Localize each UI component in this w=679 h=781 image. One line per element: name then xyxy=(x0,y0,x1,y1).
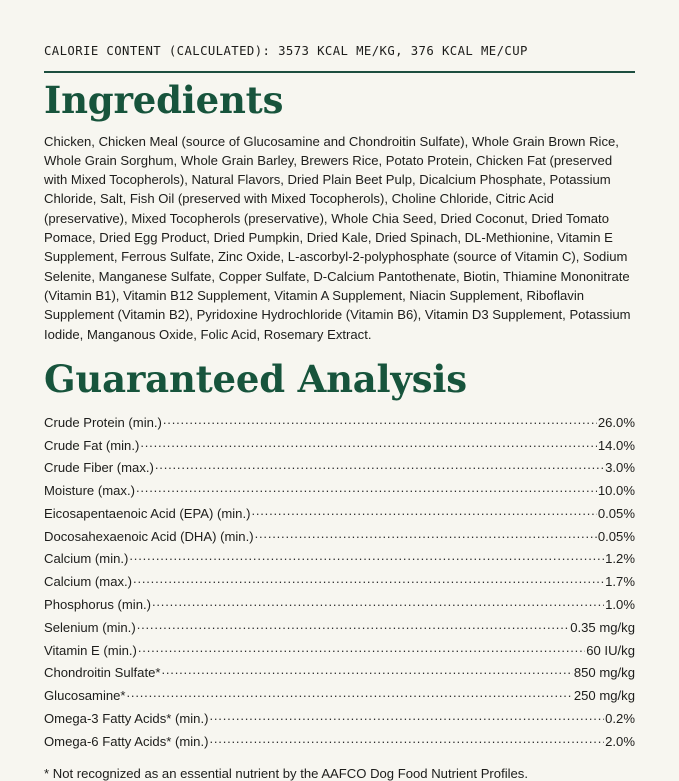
analysis-row xyxy=(44,729,635,752)
analysis-row xyxy=(44,433,635,456)
leader-dots xyxy=(152,596,604,609)
analysis-row xyxy=(44,615,635,638)
leader-dots xyxy=(136,482,597,495)
analysis-value: 0.35 mg/kg xyxy=(570,619,635,635)
analysis-row xyxy=(44,707,635,730)
analysis-row xyxy=(44,501,635,524)
analysis-value: 250 mg/kg xyxy=(573,688,635,704)
analysis-value: 0.05% xyxy=(597,528,635,544)
analysis-value: 1.2% xyxy=(605,551,635,567)
guaranteed-analysis-list xyxy=(44,410,635,752)
leader-dots xyxy=(133,573,604,586)
analysis-label: Vitamin E (min.) xyxy=(44,642,137,658)
analysis-value: 3.0% xyxy=(605,460,635,476)
analysis-value: 10.0% xyxy=(597,483,635,499)
analysis-value: 0.2% xyxy=(605,710,635,726)
analysis-label: Omega-6 Fatty Acids* (min.) xyxy=(44,733,209,749)
analysis-row xyxy=(44,593,635,616)
analysis-label: Docosahexaenoic Acid (DHA) (min.) xyxy=(44,528,254,544)
ingredients-body: Chicken, Chicken Meal (source of Glucosamine and Chondroitin Sulfate), Whole Grain Brown Rice, Whole Grain Sorghum, Whole Grain Barley, Brewers Rice, Potato Protein, Chicken Fat (preserved with Mixed Tocopherols), Natural Flavors, Dried Plain Beet Pulp, Dicalcium Phosphate, Potassium Chloride, Salt, Fish Oil (preserved with Mixed Tocopherols), Choline Chloride, Citric Acid (preservative), Mixed Tocopherols (preservative), Whole Chia Seed, Dried Coconut, Dried Tomato Pomace, Dried Egg Product, Dried Pumpkin, Dried Kale, Dried Spinach, DL-Methionine, Vitamin E Supplement, Ferrous Sulfate, Zinc Oxide, L-ascorbyl-2-polyphosphate (source of Vitamin C), Sodium Selenite, Manganese Sulfate, Copper Sulfate, D-Calcium Pantothenate, Biotin, Thiamine Mononitrate (Vitamin B1), Vitamin B12 Supplement, Vitamin A Supplement, Niacin Supplement, Riboflavin Supplement (Vitamin B2), Pyridoxine Hydrochloride (Vitamin B6), Vitamin D3 Supplement, Potassium Iodide, Manganous Oxide, Folic Acid, Rosemary Extract. xyxy=(44,133,631,342)
analysis-label: Crude Protein (min.) xyxy=(44,414,162,430)
analysis-label: Glucosamine* xyxy=(44,688,126,704)
leader-dots xyxy=(161,664,572,677)
leader-dots xyxy=(155,459,604,472)
leader-dots xyxy=(255,528,597,541)
leader-dots xyxy=(209,733,604,746)
leader-dots xyxy=(251,505,596,518)
ingredients-heading: Ingredients xyxy=(44,78,284,122)
divider-rule xyxy=(44,71,635,73)
analysis-value: 1.7% xyxy=(605,574,635,590)
analysis-label: Omega-3 Fatty Acids* (min.) xyxy=(44,710,209,726)
analysis-label: Calcium (max.) xyxy=(44,574,133,590)
analysis-row xyxy=(44,661,635,684)
analysis-value: 26.0% xyxy=(597,414,635,430)
analysis-value: 2.0% xyxy=(605,733,635,749)
leader-dots xyxy=(137,619,570,632)
leader-dots xyxy=(209,710,604,723)
leader-dots xyxy=(138,642,585,655)
analysis-label: Chondroitin Sulfate* xyxy=(44,665,161,681)
leader-dots xyxy=(127,687,573,700)
analysis-row xyxy=(44,638,635,661)
analysis-value: 60 IU/kg xyxy=(586,642,635,658)
analysis-label: Selenium (min.) xyxy=(44,619,136,635)
guaranteed-analysis-heading: Guaranteed Analysis xyxy=(44,356,467,401)
calorie-content-line: CALORIE CONTENT (CALCULATED): 3573 KCAL ME/KG, 376 KCAL ME/CUP xyxy=(44,44,528,58)
leader-dots xyxy=(129,550,604,563)
analysis-value: 0.05% xyxy=(597,505,635,521)
analysis-value: 1.0% xyxy=(605,597,635,612)
analysis-row xyxy=(44,570,635,593)
analysis-label: Moisture (max.) xyxy=(44,483,135,499)
analysis-row xyxy=(44,684,635,707)
analysis-row xyxy=(44,524,635,547)
analysis-row xyxy=(44,479,635,502)
analysis-label: Phosphorus (min.) xyxy=(44,597,151,612)
analysis-row xyxy=(44,410,635,433)
analysis-label: Calcium (min.) xyxy=(44,551,129,567)
analysis-label: Crude Fat (min.) xyxy=(44,437,140,453)
leader-dots xyxy=(140,437,597,450)
analysis-value: 14.0% xyxy=(597,437,635,453)
analysis-row xyxy=(44,456,635,479)
analysis-value: 850 mg/kg xyxy=(573,665,635,681)
analysis-label: Crude Fiber (max.) xyxy=(44,460,154,476)
analysis-label: Eicosapentaenoic Acid (EPA) (min.) xyxy=(44,505,251,521)
aafco-footnote: * Not recognized as an essential nutrient by the AAFCO Dog Food Nutrient Profiles. xyxy=(44,766,528,781)
analysis-row xyxy=(44,547,635,570)
leader-dots xyxy=(163,414,597,427)
